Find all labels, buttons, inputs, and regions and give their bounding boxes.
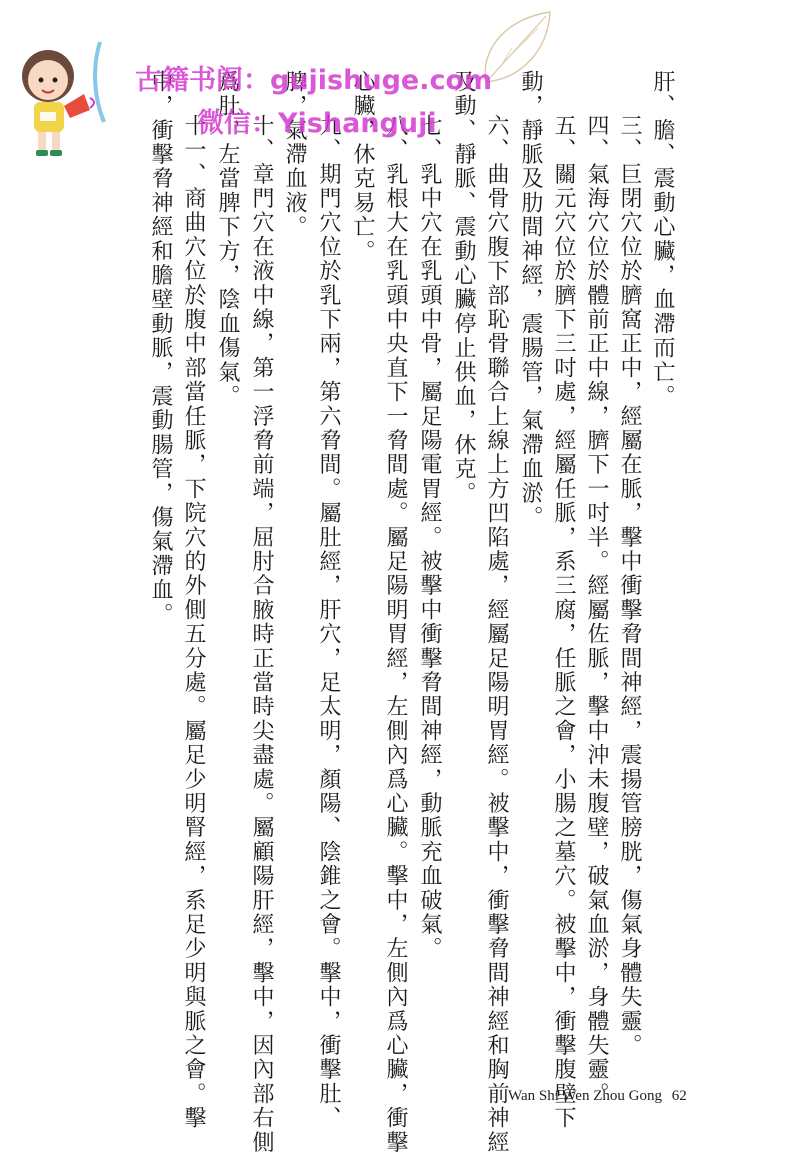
text-column-3: 四、氣海穴位於體前正中線，臍下一吋半。經屬佐脈，擊中沖未腹壁，破氣血淤，身體失靈。 [584,114,609,1107]
text-column-15: 十一、商曲穴位於腹中部當任脈，下院穴的外側五分處。屬足少明腎經，系足少明與脈之會。擊 [181,114,206,1131]
text-column-13: 十、章門穴在液中線，第一浮脅前端，屈肘合腋時正當時尖盡處。屬顧陽肝經，擊中，因內部右側 [249,114,274,1155]
text-column-16: 中，衝擊脅神經和膽壁動脈，震動腸管，傷氣滯血。 [148,70,173,627]
watermark-site: 古籍书阁：gujishuge.com [135,65,493,96]
text-column-6: 六、曲骨穴腹下部恥骨聯合上線上方凹陷處，經屬足陽明胃經。被擊中，衝擊脅間神經和胸前神經 [484,114,509,1155]
mascot-logo-icon [8,38,126,163]
text-column-7: 及動、靜脈、震動心臟停止供血，休克。 [451,70,476,506]
book-title: Wan Shi Wen Zhou Gong [508,1088,662,1104]
text-column-1: 肝、膽、震動心臟，血滯而亡。 [650,70,675,409]
text-column-2: 三、巨閉穴位於臍窩正中，經屬在脈，擊中衝擊脅間神經，震揚管膀胱，傷氣身體失靈。 [617,114,642,1058]
text-column-8: 七、乳中穴在乳頭中骨，屬足陽電胃經。被擊中衝擊脅間神經，動脈充血破氣。 [417,114,442,961]
page-number: 62 [671,1088,687,1104]
text-column-9: 八、乳根大在乳頭中央直下一脅間處。屬足陽明胃經，左側內爲心臟。擊中，左側內爲心臟，衝擊 [383,114,408,1155]
text-column-5: 動，靜脈及肋間神經，震腸管，氣滯血淤。 [518,70,543,530]
text-column-4: 五、關元穴位於臍下三吋處，經屬任脈，系三腐，任脈之會，小腸之墓穴。被擊中，衝擊腹壁下 [551,114,576,1131]
text-column-10: 心臟，休克易亡。 [350,70,375,264]
text-column-14: 爲肚，左當脾下方，陰血傷氣。 [215,70,240,409]
text-column-12: 脾，氣滯血液。 [282,70,307,240]
page-footer [508,1088,687,1105]
watermark-wechat: 微信：Yishanguji [197,108,437,139]
text-column-11: 九、期門穴位於乳下兩，第六脅間。屬肚經，肝穴，足太明，顏陽、陰錐之會。擊中，衝擊肚、 [316,114,341,1131]
